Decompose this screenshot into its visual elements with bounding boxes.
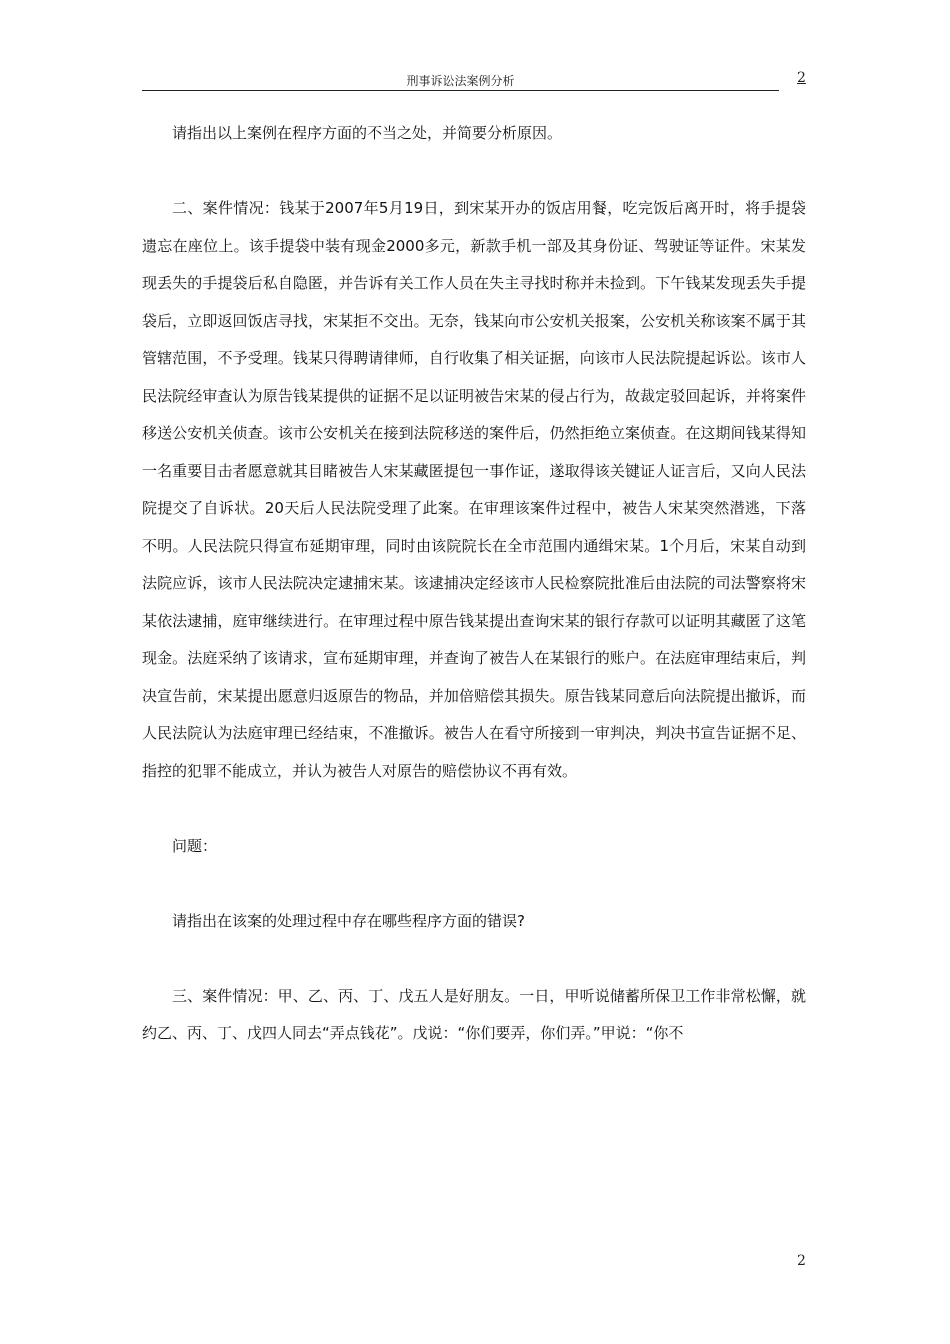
document-body [142,115,806,1053]
paragraph-question-2: 请指出在该案的处理过程中存在哪些程序方面的错误? [172,911,525,930]
header-title: 刑事诉讼法案例分析 [406,74,515,88]
footer-page-number: 2 [797,1253,806,1269]
page-header [142,68,779,91]
paragraph-case-2: 二、案件情况：钱某于2007年5月19日，到宋某开办的饭店用餐，吃完饭后离开时，将手提袋遗忘在座位上。该手提袋中装有现金2000多元，新款手机一部及其身份证、驾驶证等证件。宋某发现丢失的手提袋后私自隐匿，并告诉有关工作人员在失主寻找时称并未捡到。下午钱某发现丢失手提袋后，立即返回饭店寻找，宋某拒不交出。无奈，钱某向市公安机关报案，公安机关称该案不属于其管辖范围，不予受理。钱某只得聘请律师，自行收集了相关证据，向该市人民法院提起诉讼。该市人民法院经审查认为原告钱某提供的证据不足以证明被告宋某的侵占行为，故裁定驳回起诉，并将案件移送公安机关侦查。该市公安机关在接到法院移送的案件后，仍然拒绝立案侦查。在这期间钱某得知一名重要目击者愿意就其目睹被告人宋某藏匿提包一事作证，遂取得该关键证人证言后，又向人民法院提交了自诉状。20天后人民法院受理了此案。在审理该案件过程中，被告人宋某突然潜逃，下落不明。人民法院只得宣布延期审理，同时由该院院长在全市范围内通缉宋某。1个月后，宋某自动到法院应诉，该市人民法院决定逮捕宋某。该逮捕决定经该市人民检察院批准后由法院的司法警察将宋某依法逮捕，庭审继续进行。在审理过程中原告钱某提出查询宋某的银行存款可以证明其藏匿了这笔现金。法庭采纳了该请求，宣布延期审理，并查询了被告人在某银行的账户。在法庭审理结束后，判决宣告前，宋某提出愿意归返原告的物品，并加倍赔偿其损失。原告钱某同意后向法院提出撤诉，而人民法院认为法庭审理已经结束，不准撤诉。被告人在看守所接到一审判决，判决书宣告证据不足、指控的犯罪不能成立，并认为被告人对原告的赔偿协议不再有效。 [142,199,806,780]
paragraph-question-label: 问题： [172,836,218,855]
paragraph-case-3: 三、案件情况：甲、乙、丙、丁、戊五人是好朋友。一日，甲听说储蓄所保卫工作非常松懈，就约乙、丙、丁、戊四人同去“弄点钱花”。戊说：“你们要弄，你们弄。”甲说：“你不 [142,986,806,1042]
paragraph-question-1: 请指出以上案例在程序方面的不当之处，并简要分析原因。 [172,124,563,142]
header-page-number: 2 [797,70,806,86]
